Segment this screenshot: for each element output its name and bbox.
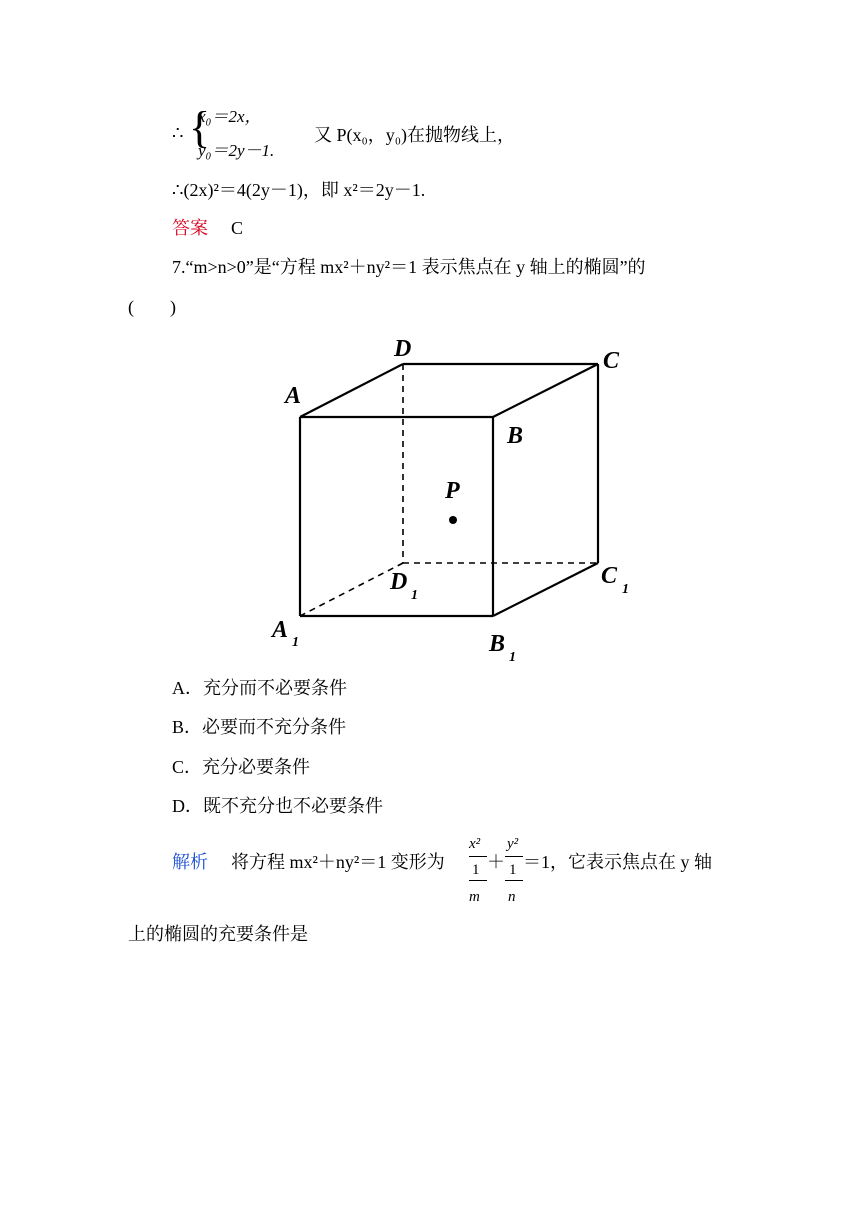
question-7-text: 7.“m>n>0”是“方程 mx²＋ny²＝1 表示焦点在 y 轴上的椭圆”的 (172, 257, 646, 277)
fraction-2-bar (505, 856, 523, 857)
question-7-paren: ( ) (128, 297, 176, 317)
fraction-1-numerator: x² (469, 836, 481, 852)
fraction-2-subbar (505, 880, 523, 881)
label-a1: A (272, 617, 289, 643)
option-b: B．必要而不充分条件 (172, 717, 347, 737)
fraction-2-denominator: n (508, 889, 516, 905)
parabola-condition-text: 又 P(x₀，y₀)在抛物线上， (314, 125, 516, 145)
analysis-line-2: 上的椭圆的充要条件是 (128, 924, 308, 944)
point-p (449, 516, 457, 524)
left-brace: { (189, 103, 211, 152)
label-b1: B (489, 631, 506, 657)
fraction-1-bar (469, 856, 487, 857)
fraction-2-numerator: y² (507, 836, 519, 852)
label-d1: D (390, 569, 408, 595)
system-equation-2: y₀＝2y－1. (198, 141, 275, 160)
label-a: A (285, 383, 302, 409)
label-c1: C (601, 563, 618, 589)
option-a: A．充分而不必要条件 (172, 678, 347, 698)
system-equation-1: x₀＝2x， (198, 107, 262, 126)
label-c1-sub: 1 (622, 582, 629, 597)
label-p: P (445, 478, 460, 504)
therefore-symbol: ∴ (172, 123, 184, 143)
label-c: C (603, 348, 620, 374)
label-d1-sub: 1 (411, 588, 418, 603)
fraction-1-one: 1 (472, 862, 480, 878)
label-a1-sub: 1 (292, 635, 299, 650)
derived-equation: ∴(2x)²＝4(2y－1)，即 x²＝2y－1. (172, 180, 426, 200)
label-b1-sub: 1 (509, 650, 516, 665)
option-c: C．充分必要条件 (172, 757, 311, 777)
fraction-plus: ＋ (487, 852, 505, 872)
analysis-text-pre: 将方程 mx²＋ny²＝1 变形为 (231, 852, 445, 872)
fraction-1-denominator: m (469, 889, 480, 905)
answer-label: 答案 (172, 218, 208, 238)
label-b: B (507, 423, 524, 449)
option-d: D．既不充分也不必要条件 (172, 796, 383, 816)
fraction-2-one: 1 (509, 862, 517, 878)
analysis-text-post: ＝1，它表示焦点在 y 轴 (523, 852, 712, 872)
answer-value: C (231, 218, 244, 238)
fraction-1-subbar (469, 880, 487, 881)
analysis-label: 解析 (172, 852, 208, 872)
label-d: D (394, 336, 412, 362)
